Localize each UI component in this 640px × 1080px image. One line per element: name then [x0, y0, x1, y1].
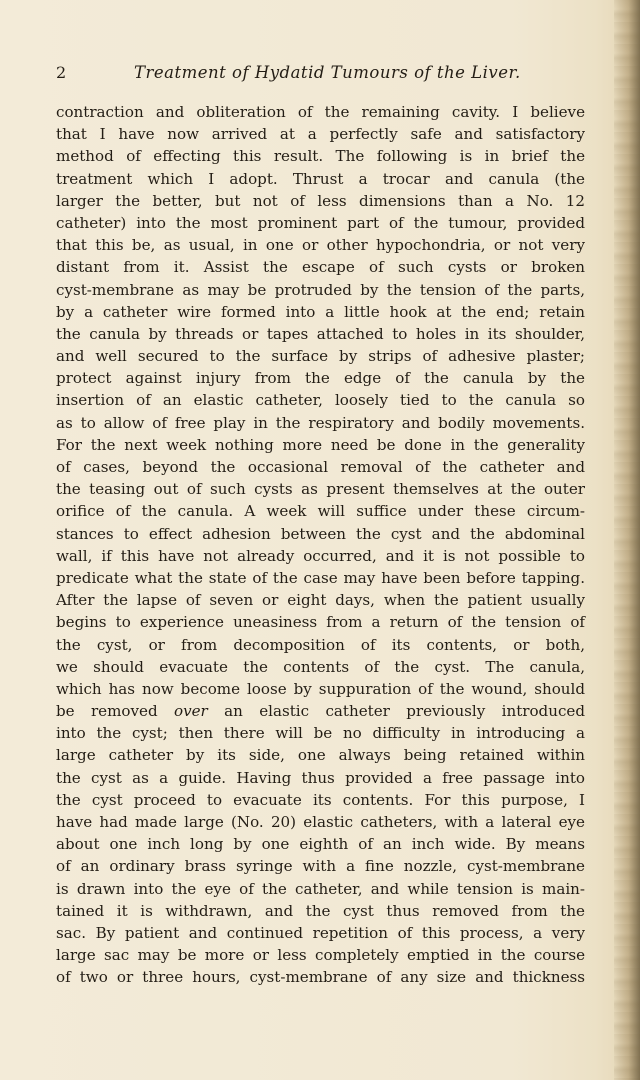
text-line: as to allow of free play in the respiratory and bodily movements. [56, 413, 585, 432]
text-line: predicate what the state of the case may have been before tapping. [56, 568, 585, 587]
text-line: which has now become loose by suppuration of the wound, should [56, 679, 585, 698]
text-line: protect against injury from the edge of the canula by the [56, 369, 585, 388]
text-line: have had made large (No. 20) elastic catheters, with a lateral eye [56, 813, 585, 831]
text-run: an elastic catheter previously introduced [224, 702, 585, 721]
text-line: into the cyst; then there will be no difficulty in introducing a [56, 724, 585, 743]
text-line: sac. By patient and continued repetition of this process, a very [56, 923, 585, 942]
running-title: Treatment of Hydatid Tumours of the Liver. [134, 63, 521, 82]
text-line: begins to experience uneasiness from a return of the tension of [56, 613, 585, 632]
text-line: of two or three hours, cyst-membrane of any size and thickness [56, 968, 585, 987]
text-line: distant from it. Assist the escape of such cysts or broken [56, 258, 585, 277]
text-line: the canula by threads or tapes attached to holes in its shoulder, [56, 324, 585, 343]
page-edge-shadow [614, 0, 640, 1080]
text-line: contraction and obliteration of the remaining cavity. I believe [56, 103, 585, 121]
text-line: by a catheter wire formed into a little hook at the end; retain [56, 302, 585, 321]
text-line: the cyst as a guide. Having thus provided a free passage into [56, 768, 585, 787]
text-line: large catheter by its side, one always being retained within [56, 746, 585, 765]
text-line: tained it is withdrawn, and the cyst thus removed from the [56, 901, 585, 920]
text-line: method of effecting this result. The following is in brief the [56, 147, 585, 166]
text-line: wall, if this have not already occurred, and it is not possible to [56, 546, 585, 565]
text-line: that I have now arrived at a perfectly safe and satisfactory [56, 125, 585, 144]
text-line: large sac may be more or less completely emptied in the course [56, 946, 585, 965]
text-line: the teasing out of such cysts as present themselves at the outer [56, 480, 585, 499]
text-line: catheter) into the most prominent part of the tumour, provided [56, 213, 585, 232]
text-line: orifice of the canula. A week will suffice under these circum- [56, 502, 585, 521]
italic-word: over [174, 702, 208, 721]
text-line: is drawn into the eye of the catheter, and while tension is main- [56, 879, 585, 898]
text-line: and well secured to the surface by strips of adhesive plaster; [56, 347, 585, 366]
text-line: After the lapse of seven or eight days, when the patient usually [56, 591, 585, 610]
text-line: insertion of an elastic catheter, loosely tied to the canula so [56, 391, 585, 410]
page-number: 2 [56, 63, 67, 82]
text-line: the cyst proceed to evacuate its contents. For this purpose, I [56, 790, 585, 809]
running-header [56, 63, 586, 85]
text-line: For the next week nothing more need be done in the generality [56, 435, 585, 454]
text-line [56, 700, 585, 722]
text-line: treatment which I adopt. Thrust a trocar and canula (the [56, 169, 585, 188]
text-line: of cases, beyond the occasional removal of the catheter and [56, 458, 585, 476]
text-line: of an ordinary brass syringe with a fine nozzle, cyst-membrane [56, 857, 585, 876]
text-line: we should evacuate the contents of the cyst. The canula, [56, 657, 585, 676]
text-line: stances to effect adhesion between the cyst and the abdominal [56, 524, 585, 543]
body-text [56, 101, 585, 989]
text-line: cyst-membrane as may be protruded by the tension of the parts, [56, 280, 585, 299]
text-line: that this be, as usual, in one or other hypochondria, or not very [56, 236, 585, 255]
text-line: about one inch long by one eighth of an inch wide. By means [56, 835, 585, 854]
text-line: larger the better, but not of less dimensions than a No. 12 [56, 191, 585, 210]
text-line: the cyst, or from decomposition of its contents, or both, [56, 635, 585, 654]
text-run: be removed [56, 702, 158, 721]
